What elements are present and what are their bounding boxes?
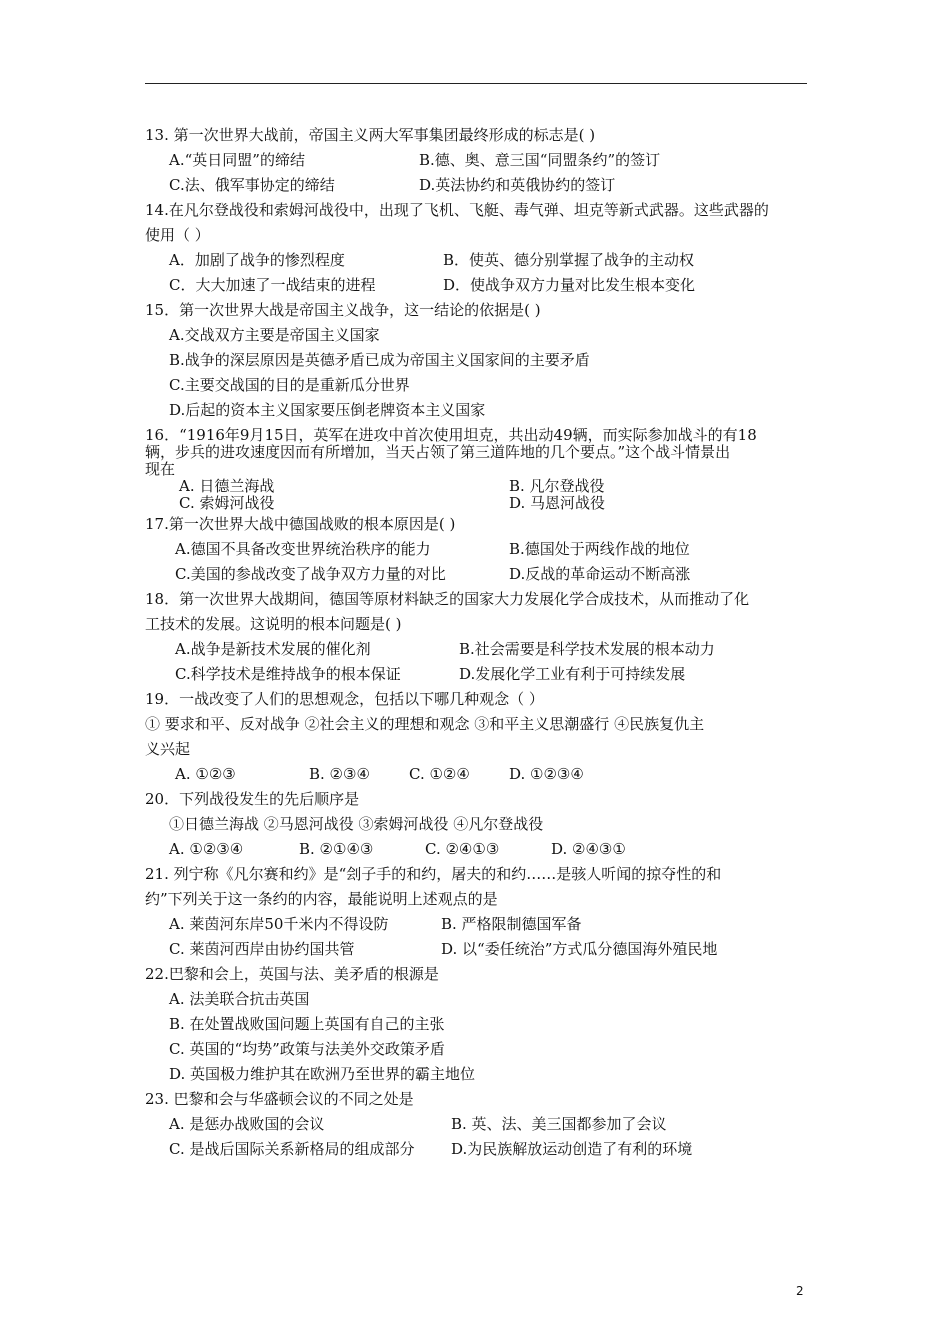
q19-option-a: A. ①②③ [175,765,236,783]
q21-option-c: C. 莱茵河西岸由协约国共管 [169,940,355,958]
page-number: 2 [796,1284,804,1298]
q21-option-d: D. 以“委任统治”方式瓜分德国海外殖民地 [441,940,718,958]
q13-option-b: B.德、奥、意三国“同盟条约”的签订 [419,151,661,169]
q21-stem-line1: 21. 列宁称《凡尔赛和约》是“刽子手的和约，屠夫的和约……是骇人听闻的掠夺性的和 [145,865,722,883]
q23-option-c: C. 是战后国际关系新格局的组成部分 [169,1140,415,1158]
q13-options-row1 [145,148,815,173]
q21-stem-line2: 约”下列关于这一条约的内容，最能说明上述观点的是 [145,890,498,908]
q22-option-a: A. 法美联合抗击英国 [169,990,310,1008]
q19-stem: 19．一战改变了人们的思想观念，包括以下哪几种观念（ ） [145,690,544,708]
q23-option-a: A. 是惩办战败国的会议 [169,1115,325,1133]
q20-option-b: B. ②①④③ [299,840,374,858]
q18-options-row2 [145,662,815,687]
q15-stem: 15．第一次世界大战是帝国主义战争，这一结论的依据是( ) [145,301,541,319]
q22-option-c: C. 英国的“均势”政策与法美外交政策矛盾 [169,1040,445,1058]
q16-stem-line3: 现在 [145,460,176,478]
q22-option-b: B. 在处置战败国问题上英国有自己的主张 [169,1015,445,1033]
q13-option-a: A.“英日同盟”的缔结 [169,151,305,169]
q19-options-row [145,762,815,787]
header-rule [145,83,807,84]
q20-option-c: C. ②④①③ [425,840,500,858]
q14-option-c: C．大大加速了一战结束的进程 [169,276,376,294]
q16-option-a: A. 日德兰海战 [179,477,275,495]
q16-option-c: C. 索姆河战役 [179,494,275,512]
q23-options-row1 [145,1112,815,1137]
q18-option-d: D.发展化学工业有利于可持续发展 [459,665,686,683]
q19-option-c: C. ①②④ [409,765,470,783]
q23-options-row2 [145,1137,815,1162]
q23-option-d: D.为民族解放运动创造了有利的环境 [451,1140,693,1158]
q21-options-row2 [145,937,815,962]
q21-options-row1 [145,912,815,937]
q18-stem-line2: 工技术的发展。这说明的根本问题是( ) [145,615,402,633]
q20-option-d: D. ②④③① [551,840,626,858]
q17-option-c: C.美国的参战改变了战争双方力量的对比 [175,565,446,583]
q17-option-d: D.反战的革命运动不断高涨 [509,565,691,583]
q14-options-row2 [145,273,815,298]
q13-option-c: C.法、俄军事协定的缔结 [169,176,335,194]
q15-option-d: D.后起的资本主义国家要压倒老牌资本主义国家 [169,401,486,419]
q18-stem-line1: 18．第一次世界大战期间，德国等原材料缺乏的国家大力发展化学合成技术，从而推动了化 [145,590,750,608]
q16-stem-line1: 16．“1916年9月15日，英军在进攻中首次使用坦克，共出动49辆，而实际参加战斗的有18 [145,426,757,444]
q14-stem-line2: 使用（ ） [145,226,210,244]
q19-option-b: B. ②③④ [309,765,370,783]
q17-options-row1 [145,537,815,562]
q21-option-a: A. 莱茵河东岸50千米内不得设防 [169,915,389,933]
q18-option-c: C.科学技术是维持战争的根本保证 [175,665,401,683]
q18-option-a: A.战争是新技术发展的催化剂 [175,640,371,658]
q16-stem-line2: 辆，步兵的进攻速度因而有所增加，当天占领了第三道阵地的几个要点。”这个战斗情景出 [145,443,731,461]
q14-option-a: A．加剧了战争的惨烈程度 [169,251,345,269]
q14-option-b: B．使英、德分别掌握了战争的主动权 [443,251,695,269]
q18-option-b: B.社会需要是科学技术发展的根本动力 [459,640,715,658]
q22-stem: 22.巴黎和会上，英国与法、美矛盾的根源是 [145,965,439,983]
q17-option-b: B.德国处于两线作战的地位 [509,540,690,558]
q19-statements-line1: ① 要求和平、反对战争 ②社会主义的理想和观念 ③和平主义思潮盛行 ④民族复仇主 [145,715,705,733]
q21-option-b: B. 严格限制德国军备 [441,915,582,933]
q20-statements: ①日德兰海战 ②马恩河战役 ③索姆河战役 ④凡尔登战役 [169,815,544,833]
q14-options-row1 [145,248,815,273]
q15-option-c: C.主要交战国的目的是重新瓜分世界 [169,376,410,394]
q17-stem: 17.第一次世界大战中德国战败的根本原因是( ) [145,515,456,533]
q18-options-row1 [145,637,815,662]
question-list [145,123,815,1162]
q14-option-d: D．使战争双方力量对比发生根本变化 [443,276,696,294]
q13-options-row2 [145,173,815,198]
q22-option-d: D. 英国极力维护其在欧洲乃至世界的霸主地位 [169,1065,476,1083]
q15-option-b: B.战争的深层原因是英德矛盾已成为帝国主义国家间的主要矛盾 [169,351,590,369]
q23-stem: 23. 巴黎和会与华盛顿会议的不同之处是 [145,1090,414,1108]
q17-option-a: A.德国不具备改变世界统治秩序的能力 [175,540,431,558]
q16-options-row1 [145,478,815,495]
q20-stem: 20．下列战役发生的先后顺序是 [145,790,360,808]
q13-stem: 13. 第一次世界大战前，帝国主义两大军事集团最终形成的标志是( ) [145,126,596,144]
q15-option-a: A.交战双方主要是帝国主义国家 [169,326,380,344]
q16-option-b: B. 凡尔登战役 [509,477,605,495]
q19-option-d: D. ①②③④ [509,765,584,783]
q16-option-d: D. 马恩河战役 [509,494,606,512]
q16-options-row2 [145,495,815,512]
q20-option-a: A. ①②③④ [169,840,244,858]
q14-stem-line1: 14.在凡尔登战役和索姆河战役中，出现了飞机、飞艇、毒气弹、坦克等新式武器。这些武器的 [145,201,769,219]
q23-option-b: B. 英、法、美三国都参加了会议 [451,1115,667,1133]
q20-options-row [145,837,815,862]
q13-option-d: D.英法协约和英俄协约的签订 [419,176,616,194]
q19-statements-line2: 义兴起 [145,740,191,758]
q17-options-row2 [145,562,815,587]
